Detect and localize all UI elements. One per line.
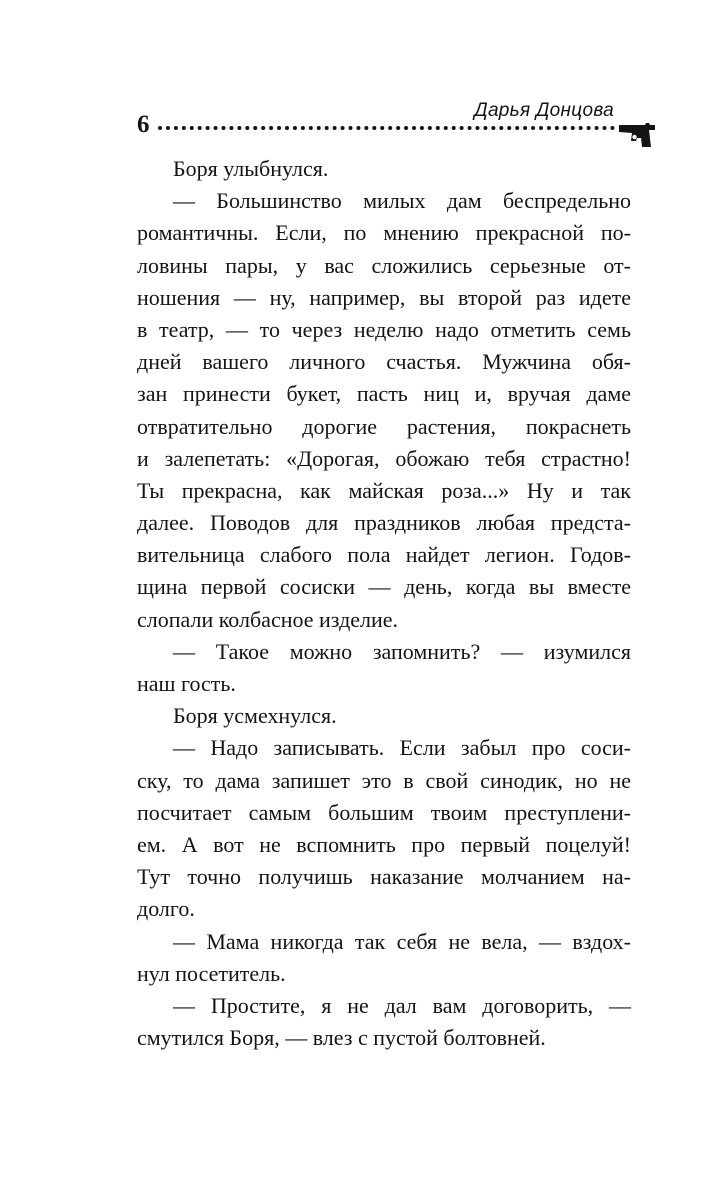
text-line: ем. А вот не вспомнить про первый поцелуй! [137,831,631,857]
text-line: романтичны. Если, по мнению прекрасной по- [137,220,631,246]
text-line: — Такое можно запомнить? — изумился [173,638,631,664]
text-line: наш гость. [137,671,236,696]
text-line: смутился Боря, — влез с пустой болтовней. [137,1025,546,1051]
text-line: дней вашего личного счастья. Мужчина обя- [137,349,631,375]
text-line: ношения — ну, например, вы второй раз идете [137,284,631,310]
text-line: в театр, — то через неделю надо отметить семь [137,316,631,342]
text-line: слопали колбасное изделие. [137,606,399,632]
text-line: вительница слабого пола найдет легион. Годов- [137,542,631,568]
text-line: нул посетитель. [137,960,286,986]
text-line: и залепетать: «Дорогая, обожаю тебя страстно! [137,445,631,471]
text-line: отвратительно дорогие растения, покраснеть [137,413,631,439]
text-line: долго. [137,896,195,922]
text-line: Боря усмехнулся. [173,703,337,729]
page-body [137,153,631,1054]
running-head-author: Дарья Донцова [474,100,614,121]
text-line: посчитает самым большим твоим преступлени- [137,799,631,825]
text-line: — Мама никогда так себя не вела, — вздох- [173,928,631,954]
text-line: — Большинство милых дам беспредельно [173,188,631,214]
text-line: — Простите, я не дал вам договорить, — [173,992,631,1018]
page-number: 6 [137,111,150,138]
text-line: Боря улыбнулся. [173,156,329,181]
text-line: — Надо записывать. Если забыл про соси- [173,735,631,761]
text-line: Ты прекрасна, как майская роза...» Ну и так [137,477,631,503]
text-line: ловины пары, у вас сложились серьезные от- [137,252,631,278]
leader-dots [158,126,615,130]
pistol-icon [618,120,656,150]
page-header [0,0,715,160]
text-line: Тут точно получишь наказание молчанием на- [137,864,631,890]
text-line: щина первой сосиски — день, когда вы вместе [137,574,631,600]
text-line: далее. Поводов для праздников любая предста- [137,510,631,536]
text-line: ску, то дама запишет это в свой синодик, но не [137,767,631,793]
text-line: зан принести букет, пасть ниц и, вручая даме [137,381,631,407]
